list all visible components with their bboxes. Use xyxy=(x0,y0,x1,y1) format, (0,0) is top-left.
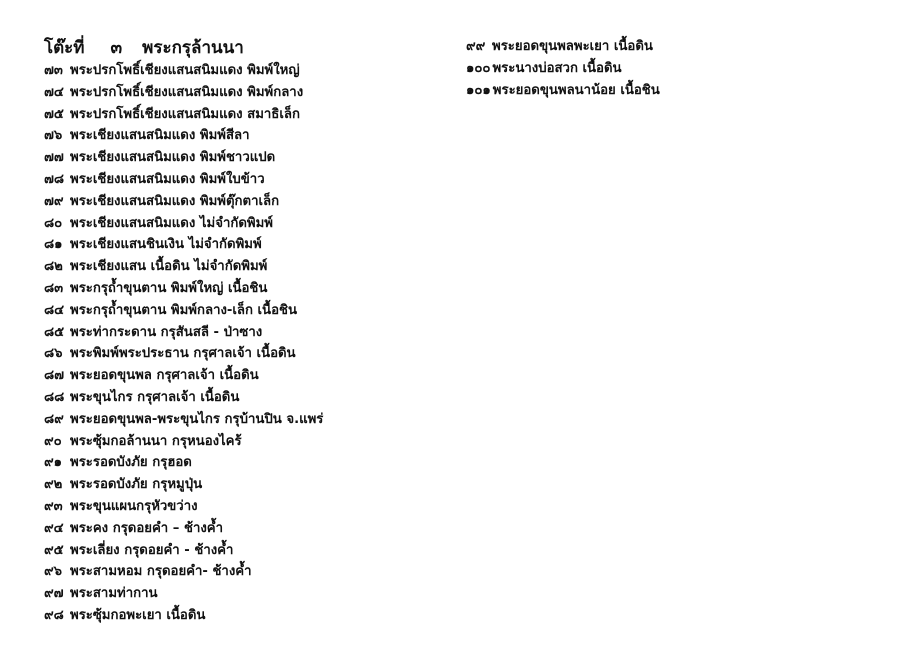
item-number: ๘๑ xyxy=(44,237,63,253)
item-number: ๙๗ xyxy=(44,586,64,602)
item-number: ๘๘ xyxy=(44,389,65,405)
item-number: ๘๔ xyxy=(44,302,65,318)
list-item xyxy=(44,278,444,300)
list-item xyxy=(44,169,444,191)
item-number: ๑๐๑ xyxy=(466,83,491,98)
list-item xyxy=(44,234,444,256)
list-item xyxy=(44,82,444,104)
item-text: พระเชียงแสนสนิมแดง พิมพ์สีลา xyxy=(70,128,250,144)
item-text: พระสามหอม กรุดอยคำ- ช้างค้ำ xyxy=(70,564,252,580)
table-name: พระกรุล้านนา xyxy=(142,38,244,58)
item-number: ๗๘ xyxy=(44,171,65,187)
item-text: พระท่ากระดาน กรุสันสลี - ป่าซาง xyxy=(70,324,263,340)
list-item xyxy=(44,256,444,278)
list-item xyxy=(44,191,444,213)
item-number: ๗๖ xyxy=(44,128,63,144)
item-number: ๗๗ xyxy=(44,150,64,166)
title-label: โต๊ะที่ xyxy=(44,38,85,58)
list-item xyxy=(44,125,444,147)
item-text: พระปรกโพธิ์เชียงแสนสนิมแดง สมาธิเล็ก xyxy=(70,106,300,122)
list-item xyxy=(466,80,886,102)
item-text: พระเชียงแสน เนื้อดิน ไม่จำกัดพิมพ์ xyxy=(70,259,268,275)
list-item xyxy=(44,540,444,562)
item-text: พระนางบ่อสวก เนื้อดิน xyxy=(492,61,622,76)
item-number: ๘๕ xyxy=(44,324,65,340)
list-item xyxy=(44,518,444,540)
item-number: ๙๔ xyxy=(44,520,64,536)
item-text: พระยอดขุนพล-พระขุนไกร กรุบ้านปิน จ.แพร่ xyxy=(70,411,324,427)
list-item xyxy=(44,343,444,365)
list-item xyxy=(44,387,444,409)
list-item xyxy=(44,409,444,431)
list-item xyxy=(44,147,444,169)
item-number: ๙๘ xyxy=(44,607,64,623)
item-number: ๘๗ xyxy=(44,368,65,384)
item-text: พระยอดขุนพลพะเยา เนื้อดิน xyxy=(492,39,653,54)
item-number: ๗๓ xyxy=(44,63,63,78)
item-number: ๗๙ xyxy=(44,193,64,209)
item-text: พระซุ้มกอพะเยา เนื้อดิน xyxy=(70,607,206,623)
item-text: พระซุ้มกอล้านนา กรุหนองไคร้ xyxy=(70,433,242,449)
item-text: พระคง กรุดอยคำ – ช้างค้ำ xyxy=(70,520,224,536)
item-text: พระรอดบังภัย กรุฮอด xyxy=(70,455,192,471)
item-number: ๙๒ xyxy=(44,477,63,493)
item-text: พระปรกโพธิ์เชียงแสนสนิมแดง พิมพ์ใหญ่ xyxy=(70,63,300,78)
list-item xyxy=(466,36,886,58)
item-number: ๘๙ xyxy=(44,411,64,427)
table-title xyxy=(44,36,444,60)
list-item xyxy=(466,58,886,80)
item-text: พระรอดบังภัย กรุหมูปุ่น xyxy=(70,477,203,493)
item-number: ๙๙ xyxy=(466,39,486,54)
item-number: ๑๐๐ xyxy=(466,61,491,76)
item-number: ๙๑ xyxy=(44,455,63,471)
item-number: ๙๕ xyxy=(44,542,64,558)
list-item xyxy=(44,605,444,627)
item-text: พระเชียงแสนสนิมแดง ไม่จำกัดพิมพ์ xyxy=(70,215,273,231)
list-item xyxy=(44,60,444,82)
list-item xyxy=(44,322,444,344)
item-number: ๘๖ xyxy=(44,346,63,362)
list-item xyxy=(44,300,444,322)
list-item xyxy=(44,365,444,387)
item-text: พระกรุถ้ำขุนตาน พิมพ์ใหญ่ เนื้อชิน xyxy=(70,280,268,296)
item-number: ๗๕ xyxy=(44,106,64,122)
list-item xyxy=(44,431,444,453)
item-number: ๘๐ xyxy=(44,215,63,231)
list-item xyxy=(44,104,444,126)
list-item xyxy=(44,213,444,235)
item-text: พระขุนแผนกรุหัวขว่าง xyxy=(70,498,198,514)
item-number: ๗๔ xyxy=(44,84,64,100)
list-item xyxy=(44,583,444,605)
list-item xyxy=(44,496,444,518)
item-text: พระเชียงแสนสนิมแดง พิมพ์ใบข้าว xyxy=(70,171,265,187)
item-text: พระยอดขุนพลนาน้อย เนื้อชิน xyxy=(492,83,660,98)
item-text: พระกรุถ้ำขุนตาน พิมพ์กลาง-เล็ก เนื้อชิน xyxy=(70,302,297,318)
item-text: พระยอดขุนพล กรุศาลเจ้า เนื้อดิน xyxy=(70,368,259,384)
table-number: ๓ xyxy=(110,38,123,58)
item-text: พระปรกโพธิ์เชียงแสนสนิมแดง พิมพ์กลาง xyxy=(70,84,304,100)
item-text: พระเชียงแสนชินเงิน ไม่จำกัดพิมพ์ xyxy=(70,237,262,253)
item-number: ๙๓ xyxy=(44,498,63,514)
list-item xyxy=(44,452,444,474)
item-number: ๘๒ xyxy=(44,259,63,275)
item-number: ๘๓ xyxy=(44,280,64,296)
list-item xyxy=(44,561,444,583)
item-text: พระสามท่ากาน xyxy=(70,586,158,602)
right-item-list xyxy=(466,36,886,102)
item-text: พระเลี่ยง กรุดอยคำ - ช้างค้ำ xyxy=(70,542,234,558)
left-column xyxy=(44,36,444,627)
left-item-list xyxy=(44,60,444,627)
item-number: ๙๖ xyxy=(44,564,63,580)
item-number: ๙๐ xyxy=(44,433,62,449)
item-text: พระเชียงแสนสนิมแดง พิมพ์ตุ๊กตาเล็ก xyxy=(70,193,280,209)
right-column xyxy=(466,36,886,102)
item-text: พระพิมพ์พระประธาน กรุศาลเจ้า เนื้อดิน xyxy=(70,346,296,362)
item-text: พระขุนไกร กรุศาลเจ้า เนื้อดิน xyxy=(70,389,240,405)
list-item xyxy=(44,474,444,496)
item-text: พระเชียงแสนสนิมแดง พิมพ์ชาวแปด xyxy=(70,150,276,166)
